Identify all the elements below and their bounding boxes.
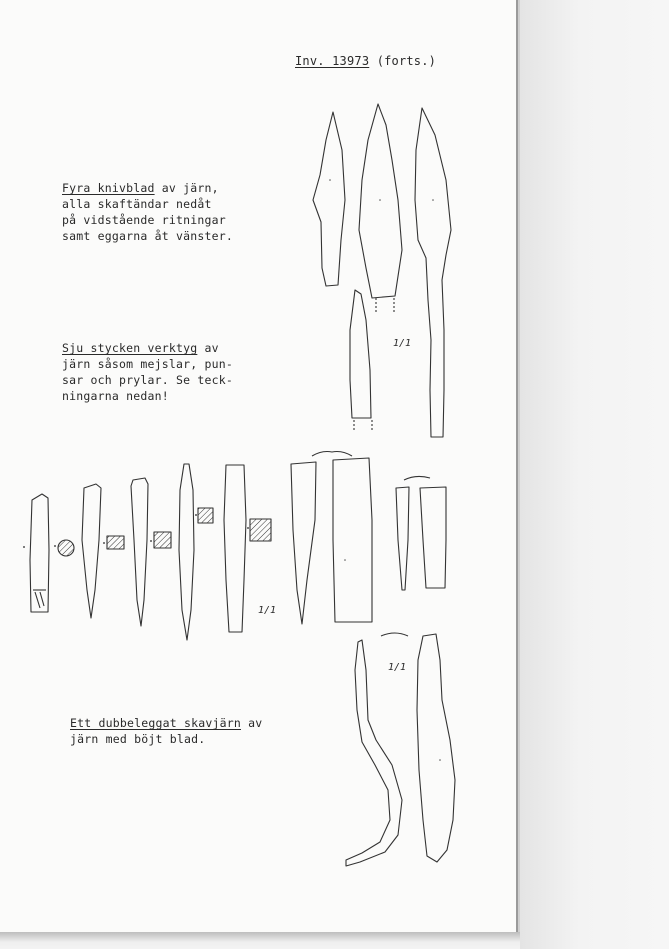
tool-drawing <box>30 494 49 612</box>
knife-drawing <box>415 108 451 437</box>
knife-drawing <box>359 104 402 298</box>
block-line: på vidstående ritningar <box>62 213 226 227</box>
cross-section-drawing <box>107 536 124 549</box>
scale-label-scraper: 1/1 <box>388 662 407 673</box>
block-heading: Ett dubbeleggat skavjärn <box>70 716 241 730</box>
knife-drawing <box>313 112 345 286</box>
block-heading-rest: av <box>197 341 219 355</box>
tool-drawing <box>291 462 316 624</box>
continued-label: (forts.) <box>376 54 437 68</box>
block-line: ningarna nedan! <box>62 389 169 403</box>
tool-drawing <box>333 458 372 622</box>
tool-drawing <box>179 464 194 640</box>
scraper-drawing <box>346 640 402 866</box>
scale-label-tools: 1/1 <box>258 605 277 616</box>
tool-drawing <box>396 487 409 590</box>
tool-drawing <box>420 487 446 588</box>
block-line: samt eggarna åt vänster. <box>62 229 233 243</box>
tool-drawing <box>131 478 148 626</box>
block-line: alla skaftändar nedåt <box>62 197 212 211</box>
inventory-number: Inv. 13973 <box>295 54 370 68</box>
cross-section-drawing <box>154 532 171 548</box>
block-heading: Fyra knivblad <box>62 181 155 195</box>
block-line: sar och prylar. Se teck- <box>62 373 233 387</box>
tool-drawing <box>82 484 101 618</box>
block-line: järn såsom mejslar, pun- <box>62 357 233 371</box>
tool-drawing <box>224 465 246 632</box>
knife-drawing <box>350 290 371 418</box>
block-line: järn med böjt blad. <box>70 732 206 746</box>
block-heading: Sju stycken verktyg <box>62 341 198 355</box>
scraper-drawing <box>417 634 455 862</box>
scale-label-knives: 1/1 <box>393 338 412 349</box>
block-heading-rest: av järn, <box>154 181 219 195</box>
cross-section-drawing <box>58 540 74 556</box>
cross-section-drawing <box>250 519 271 541</box>
cross-section-drawing <box>198 508 213 523</box>
block-heading-rest: av <box>240 716 263 730</box>
